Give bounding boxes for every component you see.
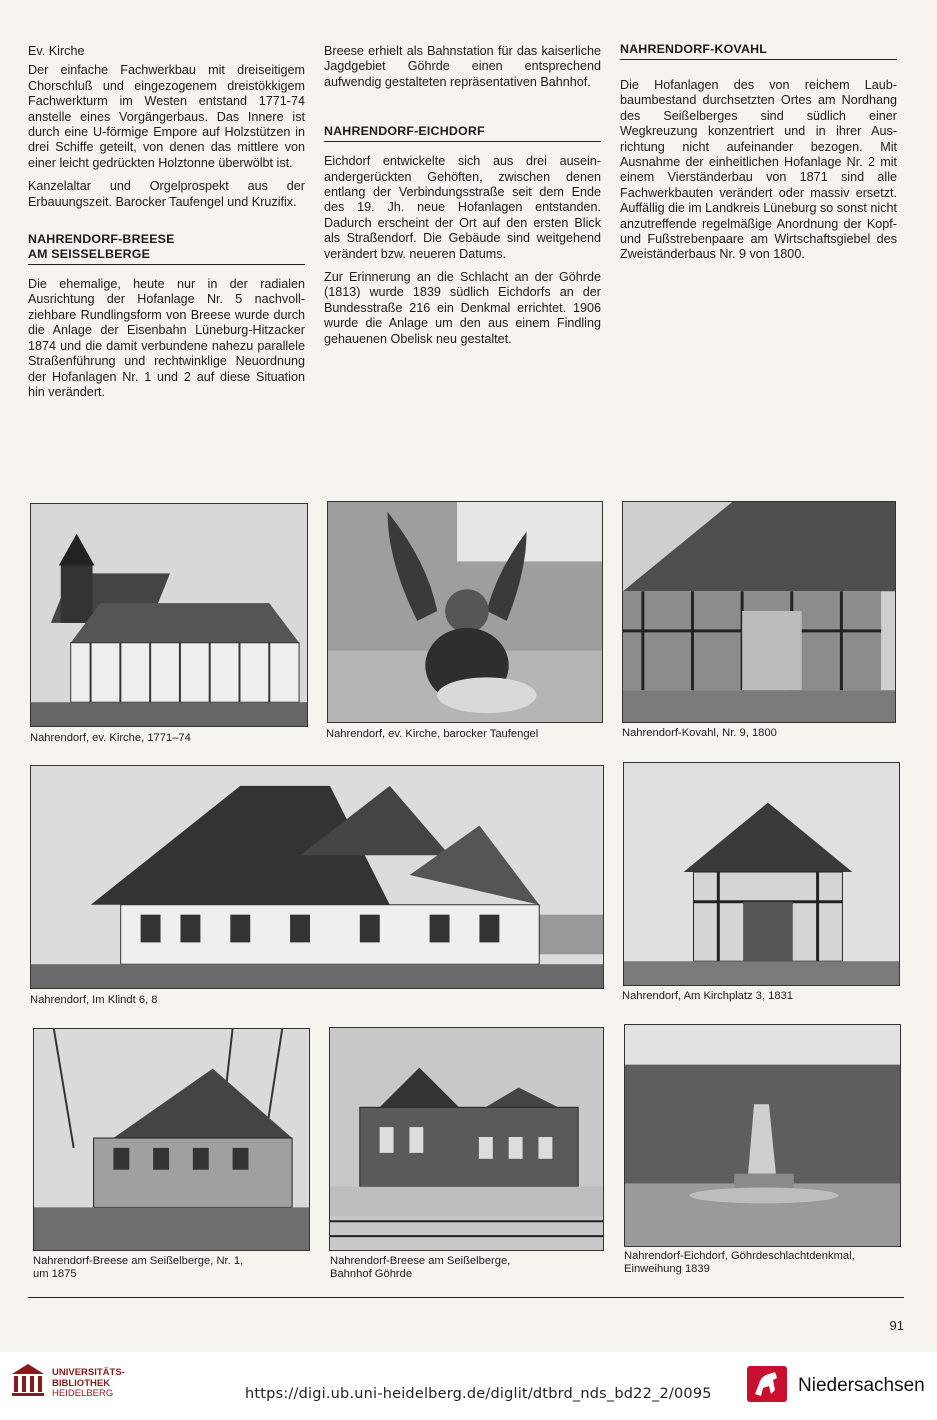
- caption: [33, 1255, 243, 1281]
- paragraph: Die ehemalige, heute nur in der radialen Ausrichtung der Hofanlage Nr. 5 nachvollziehbare Rundlingsform von Breese wurde durch die Anlage der Eisenbahn Lüneburg-Hitzacker 1874 und die damit verbundene nahezu parallele Straßenführung und rechtwinklige Neuordnung der Hofanlagen Nr. 1 und 2 auf diese Situation hin verändert.: [28, 277, 305, 399]
- caption-line: Einweihung 1839: [624, 1263, 710, 1275]
- caption-line: um 1875: [33, 1268, 77, 1280]
- caption: Nahrendorf-Kovahl, Nr. 9, 1800: [622, 727, 777, 739]
- niedersachsen-brand[interactable]: Niedersachsen: [798, 1375, 925, 1396]
- niedersachsen-horse-icon[interactable]: [745, 1364, 789, 1404]
- paragraph: Eichdorf entwickelte sich aus drei auseinandergerückten Gehöften, zwischen denen entlang der Verbindungsstraße seit dem Ende des 19. Jh. neue Hofanlagen entstanden. Dadurch erscheint der Ort auf den ersten Blick als Straßendorf. Die Gebäude sind weitgehend verändert bzw. neueren Datums.: [324, 154, 601, 261]
- photo-kovahl-farmhouse: [622, 501, 896, 723]
- caption: Nahrendorf, ev. Kirche, 1771–74: [30, 732, 191, 744]
- section-heading-breese: [28, 232, 305, 265]
- section-heading-eichdorf: NAHRENDORF-EICHDORF: [324, 124, 601, 142]
- paragraph: Kanzelaltar und Orgelprospekt aus der Erbauungszeit. Barocker Taufengel und Kruzifix.: [28, 179, 305, 209]
- page-number: 91: [889, 1318, 904, 1333]
- photo-church: [30, 503, 308, 727]
- library-line: HEIDELBERG: [52, 1388, 114, 1399]
- caption-line: Bahnhof Göhrde: [330, 1268, 413, 1280]
- text-column-1: [28, 44, 305, 408]
- university-library-logo-icon[interactable]: [8, 1360, 48, 1400]
- caption: Nahrendorf, ev. Kirche, barocker Taufengel: [326, 728, 539, 740]
- library-line: BIBLIOTHEK: [52, 1377, 111, 1389]
- text-column-2: [324, 44, 601, 355]
- photo-goehrde-monument: [624, 1024, 901, 1247]
- document-url-link[interactable]: https://digi.ub.uni-heidelberg.de/diglit/dtbrd_nds_bd22_2/0095: [245, 1386, 712, 1402]
- caption-line: Nahrendorf-Breese am Seißelberge, Nr. 1,: [33, 1255, 244, 1267]
- photo-bahnhof-goehrde: [329, 1027, 604, 1251]
- caption-line: Nahrendorf-Breese am Seißelberge,: [330, 1255, 511, 1267]
- heading-line: NAHRENDORF-BREESE: [28, 232, 175, 247]
- heading-line: AM SEISSELBERGE: [28, 247, 151, 262]
- paragraph: Die Hofanlagen des von reichem Laubbaumbestand durchsetzten Ortes am Nordhang des Seißelberges sind südlich einer Wegkreuzung konzentriert und in ihrer Ausrichtung nicht aufeinander bezogen. Mit Ausnahme der einheitlichen Hofanlage Nr. 2 mit einem Vierständerbau von 1871 sind alle Fachwerkbauten verändert oder massiv ersetzt. Auffällig die im Landkreis Lüneburg so sonst nicht anzutreffende regelmäßige Anordnung der Kopf- und Fußstrebenpaare am Wirtschaftsgiebel des Zweiständerbaus Nr. 9 von 1800.: [620, 78, 897, 262]
- library-line: UNIVERSITÄTS-: [52, 1367, 125, 1378]
- caption: Nahrendorf, Am Kirchplatz 3, 1831: [622, 990, 794, 1002]
- university-library-name[interactable]: [52, 1368, 125, 1400]
- photo-baptismal-angel: [327, 501, 603, 723]
- caption-line: Nahrendorf-Eichdorf, Göhrdeschlachtdenkmal,: [624, 1250, 855, 1262]
- caption: [624, 1250, 855, 1276]
- paragraph: Der einfache Fachwerkbau mit dreiseitigem Chorschluß und eingezogenem dreistökkigem Fachwerkturm im Westen entstand 1771-74 anstelle eines Vorgängerbaus. Das Innere ist durch eine U-förmige Empore auf Holzstützen in drei Schiffe geteilt, von denen das mittlere von einer leicht gedrückten Holztonne überwölbt ist.: [28, 63, 305, 170]
- photo-im-klindt: [30, 765, 604, 989]
- paragraph: Breese erhielt als Bahnstation für das kaiserliche Jagdgebiet Göhrde einen entsprechend aufwendig gestalteten repräsentativen Bahnhof.: [324, 44, 601, 89]
- section-heading-kovahl: NAHRENDORF-KOVAHL: [620, 42, 897, 60]
- caption: [330, 1255, 510, 1281]
- digital-library-footer: [0, 1352, 937, 1420]
- text-column-3: [620, 42, 897, 271]
- photo-am-kirchplatz: [623, 762, 900, 986]
- section-title-church: Ev. Kirche: [28, 44, 85, 58]
- caption: Nahrendorf, Im Klindt 6, 8: [30, 994, 158, 1006]
- photo-breese-nr1: [33, 1028, 310, 1251]
- paragraph: Zur Erinnerung an die Schlacht an der Göhrde (1813) wurde 1839 südlich Eichdorfs an der Bundesstraße 216 ein Denkmal errichtet. 1906 wurde die Anlage um den aus einem Findling gehauenen Obelisk neu gestaltet.: [324, 270, 601, 346]
- footer-rule: [28, 1297, 904, 1298]
